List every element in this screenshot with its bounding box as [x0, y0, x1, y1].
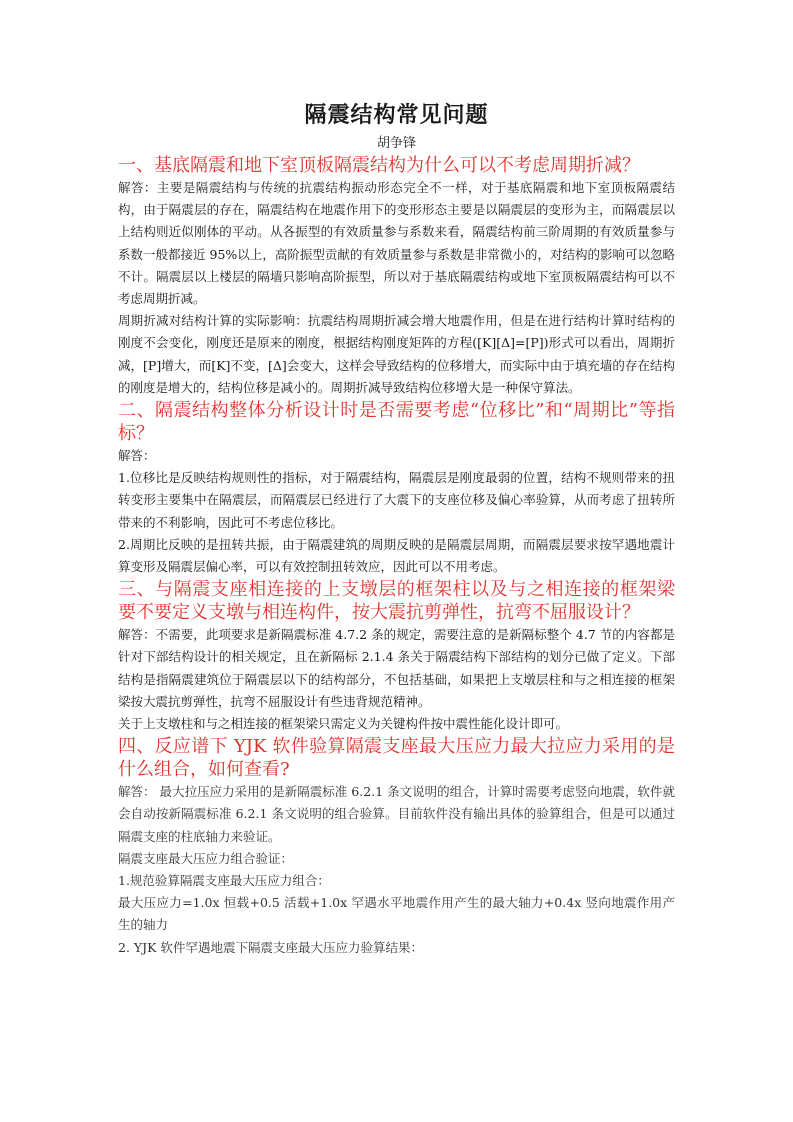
paragraph: 最大压应力=1.0x 恒载+0.5 活载+1.0x 罕遇水平地震作用产生的最大轴力+0.4x 竖向地震作用产生的轴力 — [118, 895, 675, 933]
paragraph: 解答： — [118, 448, 156, 464]
section-heading: 四、反应谱下 YJK 软件验算隔震支座最大压应力最大拉应力采用的是什么组合，如何查看? — [118, 736, 675, 781]
section-3 — [118, 578, 675, 735]
section-heading: 三、与隔震支座相连接的上支墩层的框架柱以及与之相连接的框架梁要不要定义支墩与相连构件，按大震抗剪弹性，抗弯不屈服设计？ — [118, 579, 675, 624]
section-2 — [118, 399, 675, 578]
section-4 — [118, 735, 675, 959]
paragraph: 周期折减对结构计算的实际影响：抗震结构周期折减会增大地震作用，但是在进行结构计算时结构的刚度不会变化，刚度还是原来的刚度，根据结构刚度矩阵的方程([K][Δ]=[P])形式可以看出，周期折减，[P]增大，而[K]不变，[Δ]会变大，这样会导致结构的位移增大，而实际中由于填充墙的存在结构的刚度是增大的，结构位移是减小的。周期折减导致结构位移增大是一种保守算法。 — [118, 313, 675, 395]
section-heading: 二、隔震结构整体分析设计时是否需要考虑“位移比”和“周期比”等指标？ — [118, 400, 675, 445]
paragraph: 解答：不需要，此项要求是新隔震标准 4.7.2 条的规定，需要注意的是新隔标整个 4.7 节的内容都是针对下部结构设计的相关规定，且在新隔标 2.1.4 条关于隔震结构下部结构的划分已做了定义。下部结构是指隔震建筑位于隔震层以下的结构部分，不包括基础，如果把上支墩层柱和与之相连接的框架梁按大震抗剪弹性，抗弯不屈服设计有些违背规范精神。 — [118, 627, 675, 709]
paragraph: 关于上支墩柱和与之相连接的框架梁只需定义为关键构件按中震性能化设计即可。 — [118, 716, 569, 732]
paragraph: 2.周期比反映的是扭转共振，由于隔震建筑的周期反映的是隔震层周期，而隔震层要求按罕遇地震计算变形及隔震层偏心率，可以有效控制扭转效应，因此可以不用考虑。 — [118, 536, 675, 575]
paragraph: 1.规范验算隔震支座最大压应力组合： — [118, 873, 330, 889]
paragraph: 解答： 最大拉压应力采用的是新隔震标准 6.2.1 条文说明的组合，计算时需要考虑竖向地震，软件就会自动按新隔震标准 6.2.1 条文说明的组合验算。目前软件没有输出具体的验算组合，但是可以通过隔震支座的柱底轴力来验证。 — [118, 784, 675, 844]
section-1 — [118, 154, 675, 399]
paragraph: 2. YJK 软件罕遇地震下隔震支座最大压应力验算结果： — [118, 939, 423, 955]
document-title: 隔震结构常见问题 — [304, 102, 489, 128]
paragraph: 1.位移比是反映结构规则性的指标，对于隔震结构，隔震层是刚度最弱的位置，结构不规则带来的扭转变形主要集中在隔震层，而隔震层已经进行了大震下的支座位移及偏心率验算，从而考虑了扭转所带来的不利影响，因此可不考虑位移比。 — [118, 470, 675, 530]
paragraph: 解答：主要是隔震结构与传统的抗震结构振动形态完全不一样，对于基底隔震和地下室顶板隔震结构，由于隔震层的存在，隔震结构在地震作用下的变形形态主要是以隔震层的变形为主，而隔震层以上结构则近似刚体的平动。从各振型的有效质量参与系数来看，隔震结构前三阶周期的有效质量参与系数一般都接近 95%以上，高阶振型贡献的有效质量参与系数是非常微小的，对结构的影响可以忽略不计。隔震层以上楼层的隔墙只影响高阶振型，所以对于基底隔震结构或地下室顶板隔震结构可以不考虑周期折减。 — [118, 180, 675, 307]
section-heading: 一、基底隔震和地下室顶板隔震结构为什么可以不考虑周期折减？ — [118, 155, 640, 176]
paragraph: 隔震支座最大压应力组合验证： — [118, 850, 294, 866]
author-name: 胡争锋 — [376, 136, 416, 151]
